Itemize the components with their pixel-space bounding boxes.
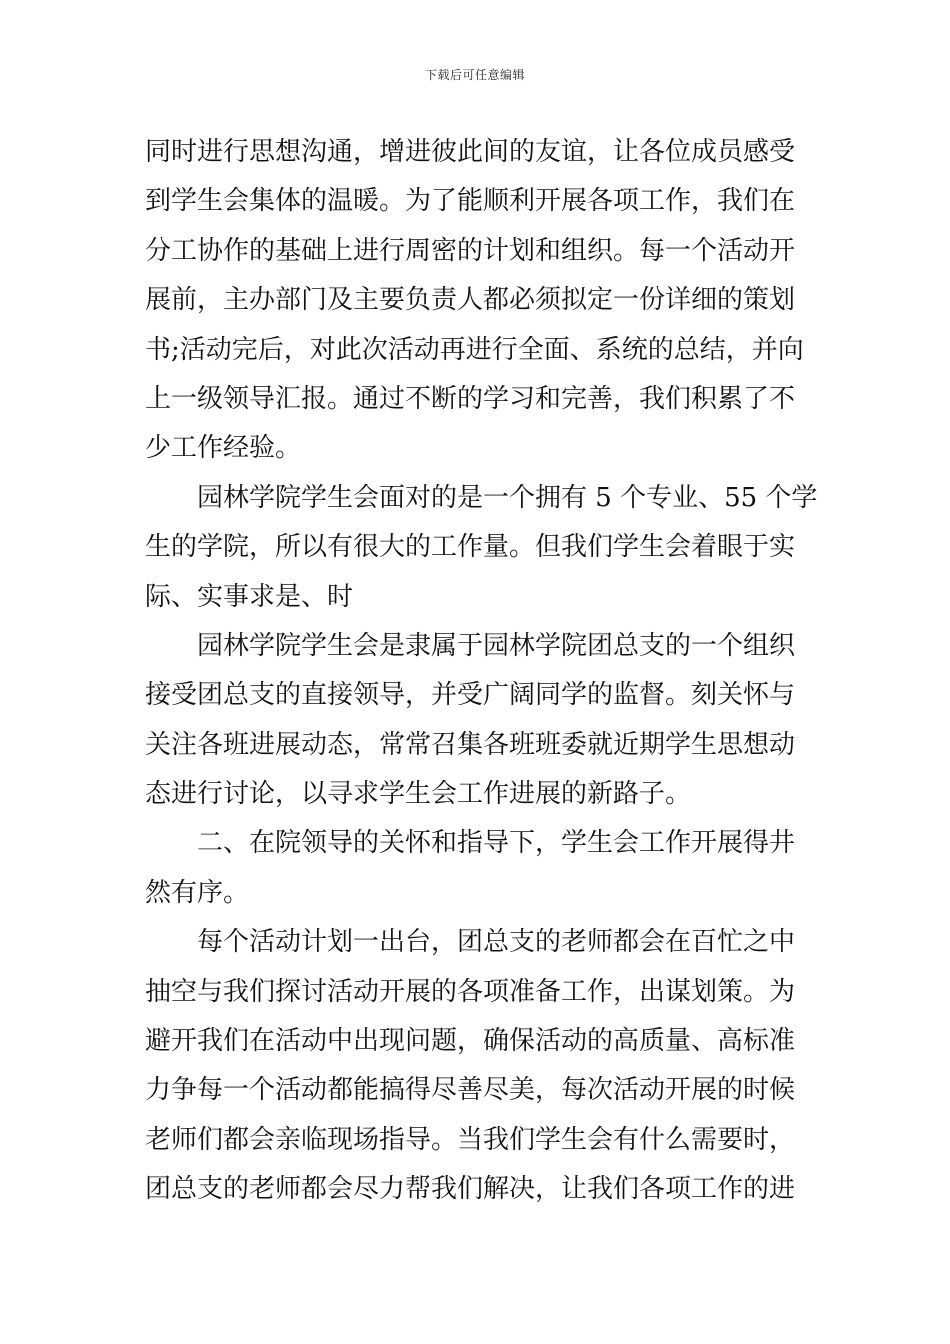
text-line: 团总支的老师都会尽力帮我们解决，让我们各项工作的进 <box>145 1174 796 1205</box>
text-line: 态进行讨论，以寻求学生会工作进展的新路子。 <box>145 779 692 810</box>
text-line: 关注各班进展动态，常常召集各班班委就近期学生思想动 <box>145 729 796 760</box>
text-line: 避开我们在活动中出现问题，确保活动的高质量、高标准 <box>145 1026 796 1057</box>
text-line: 展前，主办部门及主要负责人都必须拟定一份详细的策划 <box>145 285 796 316</box>
paragraph-first-line: 园林学院学生会面对的是一个拥有 5 个专业、55 个学 <box>197 482 818 513</box>
document-body <box>145 128 818 1215</box>
paragraph-first-line: 每个活动计划一出台，团总支的老师都会在百忙之中 <box>197 927 796 958</box>
text-line: 到学生会集体的温暖。为了能顺利开展各项工作，我们在 <box>145 186 796 217</box>
text-line: 老师们都会亲临现场指导。当我们学生会有什么需要时， <box>145 1124 796 1155</box>
text-line: 抽空与我们探讨活动开展的各项准备工作，出谋划策。为 <box>145 976 796 1007</box>
text-line: 书;活动完后，对此次活动再进行全面、系统的总结，并向 <box>145 334 804 365</box>
text-line: 际、实事求是、时 <box>145 581 354 612</box>
text-line: 生的学院，所以有很大的工作量。但我们学生会着眼于实 <box>145 532 796 563</box>
text-line: 上一级领导汇报。通过不断的学习和完善，我们积累了不 <box>145 383 796 414</box>
paragraph-first-line: 二、在院领导的关怀和指导下，学生会工作开展得井 <box>197 828 796 859</box>
text-line: 分工协作的基础上进行周密的计划和组织。每一个活动开 <box>145 235 796 266</box>
text-line: 少工作经验。 <box>145 433 302 464</box>
text-line: 然有序。 <box>145 877 250 908</box>
text-line: 同时进行思想沟通，增进彼此间的友谊，让各位成员感受 <box>145 137 796 167</box>
text-line: 接受团总支的直接领导，并受广阔同学的监督。刻关怀与 <box>145 680 796 711</box>
page-header: 下载后可任意编辑 <box>424 68 525 82</box>
text-line: 力争每一个活动都能搞得尽善尽美，每次活动开展的时候 <box>145 1075 796 1106</box>
paragraph-first-line: 园林学院学生会是隶属于园林学院团总支的一个组织 <box>197 630 796 661</box>
